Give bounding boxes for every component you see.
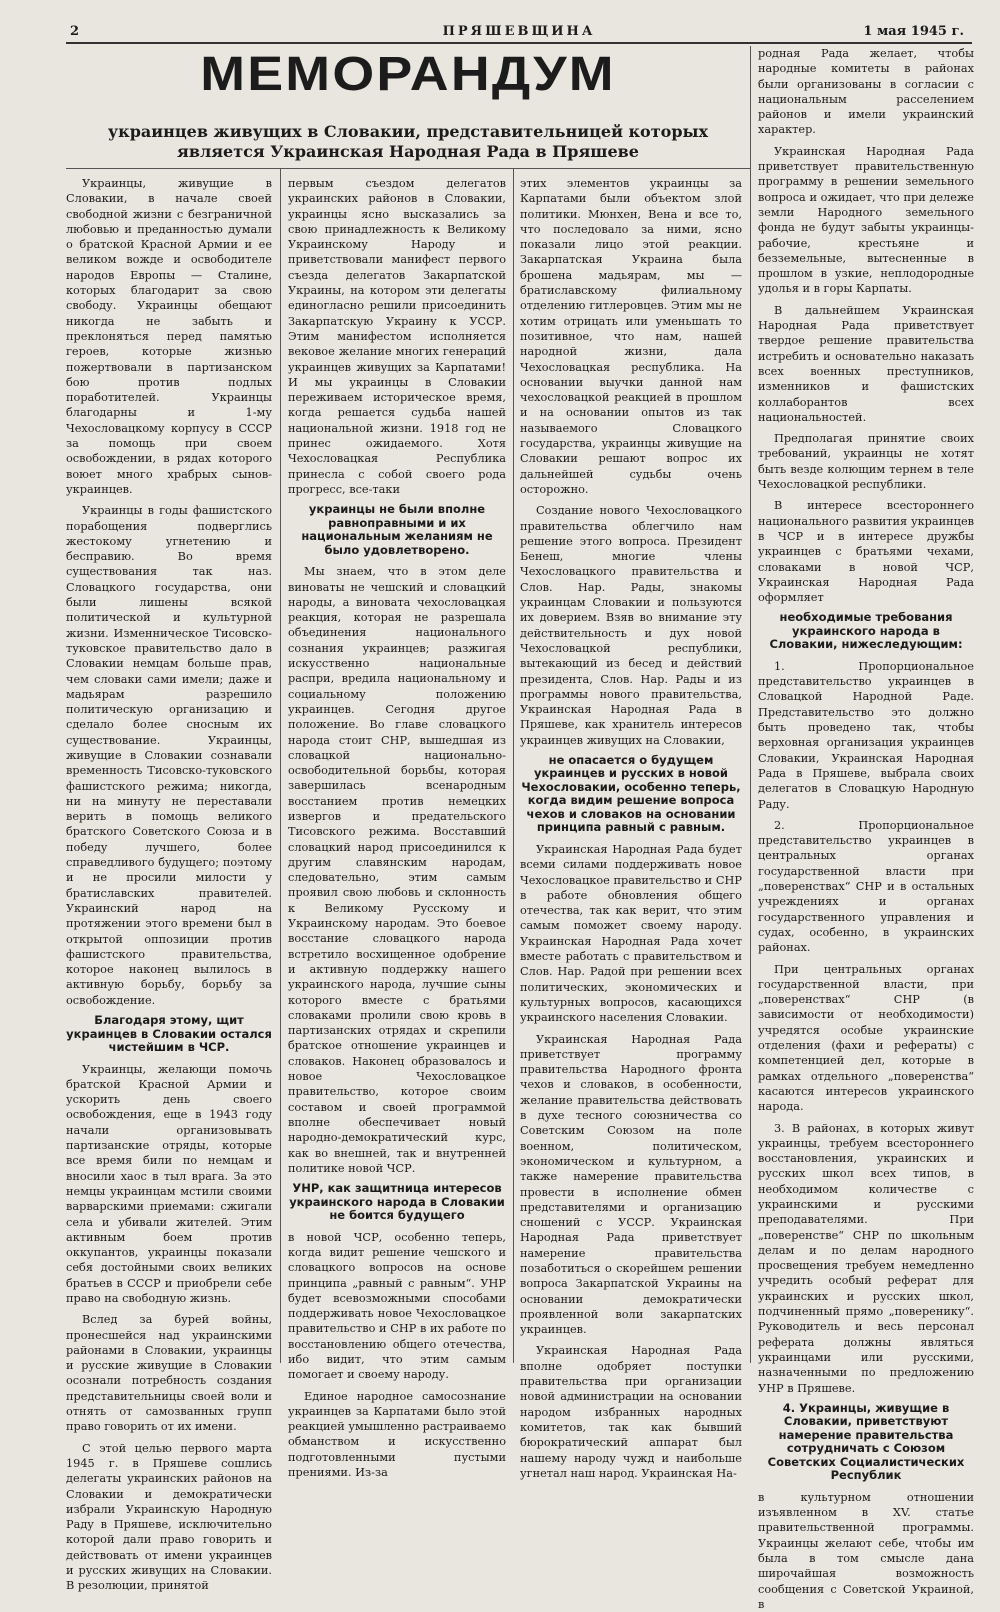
article-title: МЕМОРАНДУМ [200,48,616,101]
column-divider [280,168,281,1363]
paragraph: этих элементов украинцы за Карпатами были объектом злой политики. Мюнхен, Вена и все то, что последовало за ними, ясно показали лицо этой реакции. Закарпатская Украина была брошена мадьярам, мы — братиславскому филиальному отделению гитлеровцев. Этим мы не хотим отрицать или уменьшать то позитивное, что нам, нашей народной жизни, дала Чехословацкая республика. На основании выучки данной нам чехословацкой реакцией в прошлом и на основании опытов из так называемого Словацкого государства, украинцы живущие на Словакии решают вопрос их дальнейшей судьбы очень осторожно. [520,177,742,496]
paragraph: Вслед за бурей войны, пронесшейся над украинскими районами в Словакии, украинцы и русские живущие в Словакии осознали потребность создания представительницы своей воли и отнять от самозванных групп право говорить от их имени. [66,1313,272,1434]
section-heading: 4. Украинцы, живущие в Словакии, приветствуют намерение правительства сотрудничать с Союзом Советских Социалистических Республик [767,1400,965,1483]
article-subtitle: украинцев живущих в Словакии, представительницей которых является Украинская Народная Рада в Пряшеве [107,122,709,161]
section-heading: необходимые требования украинского народа в Словакии, нижеследующим: [769,610,963,652]
paragraph: Украинская Народная Рада приветствует программу правительства Народного фронта чехов и словаков, в особенности, желание правительства действовать в духе тесного союзничества со Советским Союзом на поле военном, политическом, экономическом и культурном, а также намерение правительства провести в исполнение обмен представителями и организацию сношений с УССР. Украинская Народная Рада приветствует намерение правительства позаботиться о скорейшем решении вопроса Закарпатской Украины на основании демократически проявленной воли закарпатских украинцев. [520,1032,742,1337]
paragraph: в культурном отношении изъявленном в XV. статье правительственной программы. Украинцы желают себе, чтобы им была в том смысле дана широчайшая возможность сообщения с Советской Украиной, в [758,1490,974,1611]
newspaper-name: ПРЯШЕВЩИНА [442,24,596,39]
paragraph: первым съездом делегатов украинских районов в Словакии, украинцы ясно высказались за свою принадлежность к Великому Украинскому Народу и приветствовали манифест первого съезда делегатов Закарпатской Украины, на котором эти делегаты единогласно решили присоединить Закарпатскую Украину к УССР. Этим манифестом исполняется вековое желание многих генераций украинцев живущих за Карпатами! И мы украинцы в Словакии переживаем историческое время, когда решается судьба нашей национальной жизни. 1918 год не принес ожидаемого. Хотя Чехословацкая Республика принесла с собой своего рода прогресс, все-таки [288,177,506,496]
column-3 [520,176,742,1480]
masthead [66,22,972,44]
paragraph: Украинская Народная Рада будет всеми силами поддерживать новое Чехословацкое правительство и СНР в работе обновления общего отечества, так как верит, что этим самым поможет своему народу. Украинская Народная Рада хочет вместе работать с правительством и Слов. Нар. Радой при решении всех политических, экономических и культурных вопросов, касающихся украинского населения Словакии. [520,842,742,1025]
column-4 [758,46,974,1611]
paragraph: Предполагая принятие своих требований, украинцы не хотят быть везде колющим тернем в теле Чехословацкой республики. [758,432,974,492]
paragraph: 1. Пропорциональное представительство украинцев в Словацкой Народной Раде. Представительство это должно быть проведено так, чтобы верховная организация украинцев Словакии, Украинская Народная Рада в Пряшеве, выбрала своих делегатов в Словацкую Народную Раду. [758,659,974,811]
title-divider [66,168,750,169]
section-heading: УНР, как защитница интересов украинского народа в Словакии не боится будущего [289,1181,505,1223]
paragraph: Украинцы в годы фашистского порабощения подверглись жестокому угнетению и бесправию. Во время существования так наз. Словацкого государства, они были лишены всякой политической и культурной жизни. Изменническое Тисовско-туковское правительство дало в Словакии немцам больше прав, чем словаки сами имели; даже и мадьярам разрешило политическую организацию и сделало более сносным их существование. Украинцы, живущие в Словакии сознавали временность Тисовско-туковского фашистского режима; никогда, ни на минуту не переставали верить в помощь великого братского Советского Союза и в победу лучшего, более справедливого будущего; поэтому и не просили милости у братиславских правителей. Украинский народ на протяжении этого времени был в открытой оппозиции против фашистского правительства, которое наконец вылилось в активную борьбу, борьбу за освобождение. [66,504,272,1007]
page-number: 2 [70,24,80,39]
paragraph: Украинская Народная Рада приветствует правительственную программу в решении земельного вопроса и ожидает, что при дележе земли Народного земельного фонда не будут забыты украинцы-рабочие, крестьяне и безземельные, вытесненные в прошлом в узкие, неплодородные удолья и в горы Карпаты. [758,144,974,296]
issue-date: 1 мая 1945 г. [863,24,964,39]
section-heading: украинцы не были вполне равноправными и их национальным желаниям не было удовлетворено. [301,502,493,557]
column-2 [288,176,506,1480]
paragraph: Украинская Народная Рада вполне одобряет поступки правительства при организации новой администрации на основании народом избранных народных комитетов, так как бывший бюрократический аппарат был нашему народу чужд и наибольше угнетал наш народ. Украинская На- [520,1344,742,1480]
column-divider [513,168,514,1363]
paragraph: В дальнейшем Украинская Народная Рада приветствует твердое решение правительства истребить и основательно наказать всех военных преступников, изменников и фашистских коллаборантов всех национальностей. [758,303,974,424]
section-heading: Благодаря этому, щит украинцев в Словакии остался чистейшим в ЧСР. [66,1013,272,1055]
paragraph: 3. В районах, в которых живут украинцы, требуем всестороннего восстановления, украинских и русских школ всех типов, в необходимом количестве с украинскими и русскими преподавателями. При „поверенстве“ СНР по школьным делам и по делам народного просвещения требуем немедленно учредить особый реферат для украинских и русских школ, подчиненный прямо „поверенику“. Руководитель и весь персонал реферата должны являться украинцами или русскими, назначенными по предложению УНР в Пряшеве. [758,1121,974,1395]
paragraph: С этой целью первого марта 1945 г. в Пряшеве сошлись делегаты украинских районов на Словакии и демократически избрали Украинскую Народную Раду в Пряшеве, исключительно которой дали право говорить и действовать от имени украинцев и русских живущих на Словакии. В резолюции, принятой [66,1441,272,1593]
paragraph: в новой ЧСР, особенно теперь, когда видит решение чешского и словацкого вопросов на основе принципа „равный с равным“. УНР будет всевозможными способами поддерживать новое Чехословацкое правительство и СНР в их работе по восстановлению общего отечества, ибо видит, что этим самым помогает и своему народу. [288,1230,506,1382]
column-divider [750,46,751,1363]
paragraph: родная Рада желает, чтобы народные комитеты в районах были организованы в согласии с национальным расселением районов и имели украинский характер. [758,47,974,137]
column-1 [66,176,272,1593]
paragraph: В интересе всестороннего национального развития украинцев в ЧСР и в интересе дружбы украинцев с братьями чехами, словаками в новой ЧСР, Украинская Народная Рада оформляет [758,499,974,605]
paragraph: При центральных органах государственной власти, при „поверенствах“ СНР (в зависимости от необходимости) учредятся особые украинские отделения (фахи и рефераты) с компетенцией дел, которые в рамках отдельного „поверенства“ касаются интересов украинского народа. [758,962,974,1114]
paragraph: Создание нового Чехословацкого правительства облегчило нам решение этого вопроса. Президент Бенеш, многие члены Чехословацкого правительства и Слов. Нар. Рады, знакомы украинцам Словакии и пользуются их доверием. Взяв во внимание эту действительность и дух новой Чехословацкой республики, вытекающий из бесед и действий президента, Слов. Нар. Рады и из программы нового правительства, Украинская Народная Рада в Пряшеве, как хранитель интересов украинцев живущих на Словакии, [520,504,742,747]
paragraph: 2. Пропорциональное представительство украинцев в центральных органах государственной власти при „поверенствах“ СНР и в остальных учреждениях и органах государственного управления и судах, особенно, в украинских районах. [758,818,974,955]
paragraph: Единое народное самосознание украинцев за Карпатами было этой реакцией умышленно растраиваемо обманством и искусственно подготовленными пустыми прениями. Из-за [288,1389,506,1480]
paragraph: Украинцы, живущие в Словакии, в начале своей свободной жизни с безграничной любовью и преданностью думали о братской Красной Армии и ее великом вожде и освободителе народов Европы — Сталине, которых благодарит за свою свободу. Украинцы обещают никогда не забыть и преклоняться перед памятью героев, которые жизнью пожертвовали в партизанском бою против подлых поработителей. Украинцы благодарны и 1-му Чехословацкому корпусу в СССР за помощь при своем освобождении, в рядах которого воюет много храбрых сынов-украинцев. [66,177,272,496]
paragraph: Украинцы, желающи помочь братской Красной Армии и ускорить день своего освобождения, еще в 1943 году начали организовывать партизанские отряды, которые все время били по немцам и вносили хаос в тыл врага. За это немцы украинцам мстили своими варварскими приемами: сжигали села и убивали жителей. Этим активным боем против оккупантов, украинцы показали себя достойными своих великих братьев в СССР и приобрели себе право на свободную жизнь. [66,1062,272,1305]
section-heading: не опасается о будущем украинцев и русских в новой Чехословакии, особенно теперь, когда видим решение вопроса чехов и словаков на основании принципа равный с равным. [521,752,741,835]
paragraph: Мы знаем, что в этом деле виноваты не чешский и словацкий народы, а виновата чехословацкая реакция, которая не разрешала объединения национального сознания украинцев; разжигая искусственно национальные распри, вредила национальному и социальному положению украинцев. Сегодня другое положение. Во главе словацкого народа стоит СНР, вышедшая из словацкой национально-освободительной борьбы, которая завершилась всенародным восстанием против немецких извергов и предательского Тисовского режима. Восставший словацкий народ присоединился к другим славянским народам, следовательно, этим самым проявил свою любовь и склонность к Великому Русскому и Украинскому народам. Это боевое восстание словацкого народа встретило восхищенное одобрение и активную поддержку нашего украинского народа, лучшие сыны которого вместе с братьями словаками пролили свою кровь в партизанских отрядах и скрепили братское отношение украинцев и словаков. Наконец образовалось и новое Чехословацкое правительство, которое своим составом и своей программой вполне обеспечивает новый народно-демократический курс, как во внешней, так и внутренней политике новой ЧСР. [288,565,506,1175]
